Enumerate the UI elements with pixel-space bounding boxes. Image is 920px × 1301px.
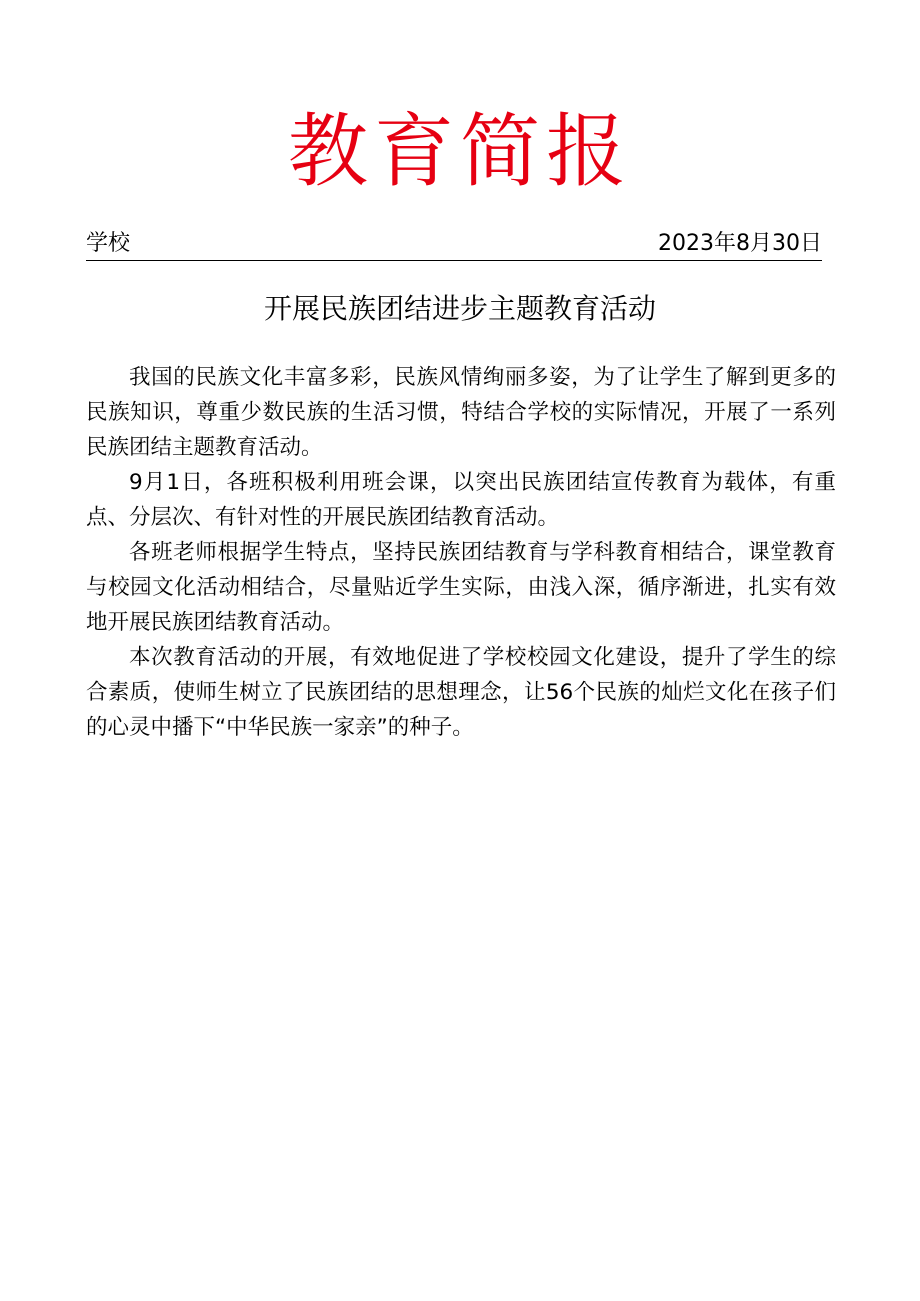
meta-row bbox=[86, 228, 822, 261]
article-body bbox=[86, 360, 836, 745]
school-label: 学校 bbox=[86, 231, 131, 256]
article-title: 开展民族团结进步主题教育活动 bbox=[263, 292, 656, 325]
issue-date: 2023年8月30日 bbox=[658, 231, 822, 256]
paragraph: 本次教育活动的开展，有效地促进了学校校园文化建设，提升了学生的综合素质，使师生树立了民族团结的思想理念，让56个民族的灿烂文化在孩子们的心灵中播下“中华民族一家亲”的种子。 bbox=[86, 645, 836, 740]
masthead-title: 教育简报 bbox=[288, 105, 632, 198]
paragraph: 各班老师根据学生特点，坚持民族团结教育与学科教育相结合，课堂教育与校园文化活动相结合，尽量贴近学生实际，由浅入深，循序渐进，扎实有效地开展民族团结教育活动。 bbox=[86, 540, 836, 635]
paragraph: 我国的民族文化丰富多彩，民族风情绚丽多姿，为了让学生了解到更多的民族知识，尊重少数民族的生活习惯，特结合学校的实际情况，开展了一系列民族团结主题教育活动。 bbox=[86, 365, 836, 460]
paragraph: 9月1日，各班积极利用班会课，以突出民族团结宣传教育为载体，有重点、分层次、有针对性的开展民族团结教育活动。 bbox=[86, 470, 836, 530]
